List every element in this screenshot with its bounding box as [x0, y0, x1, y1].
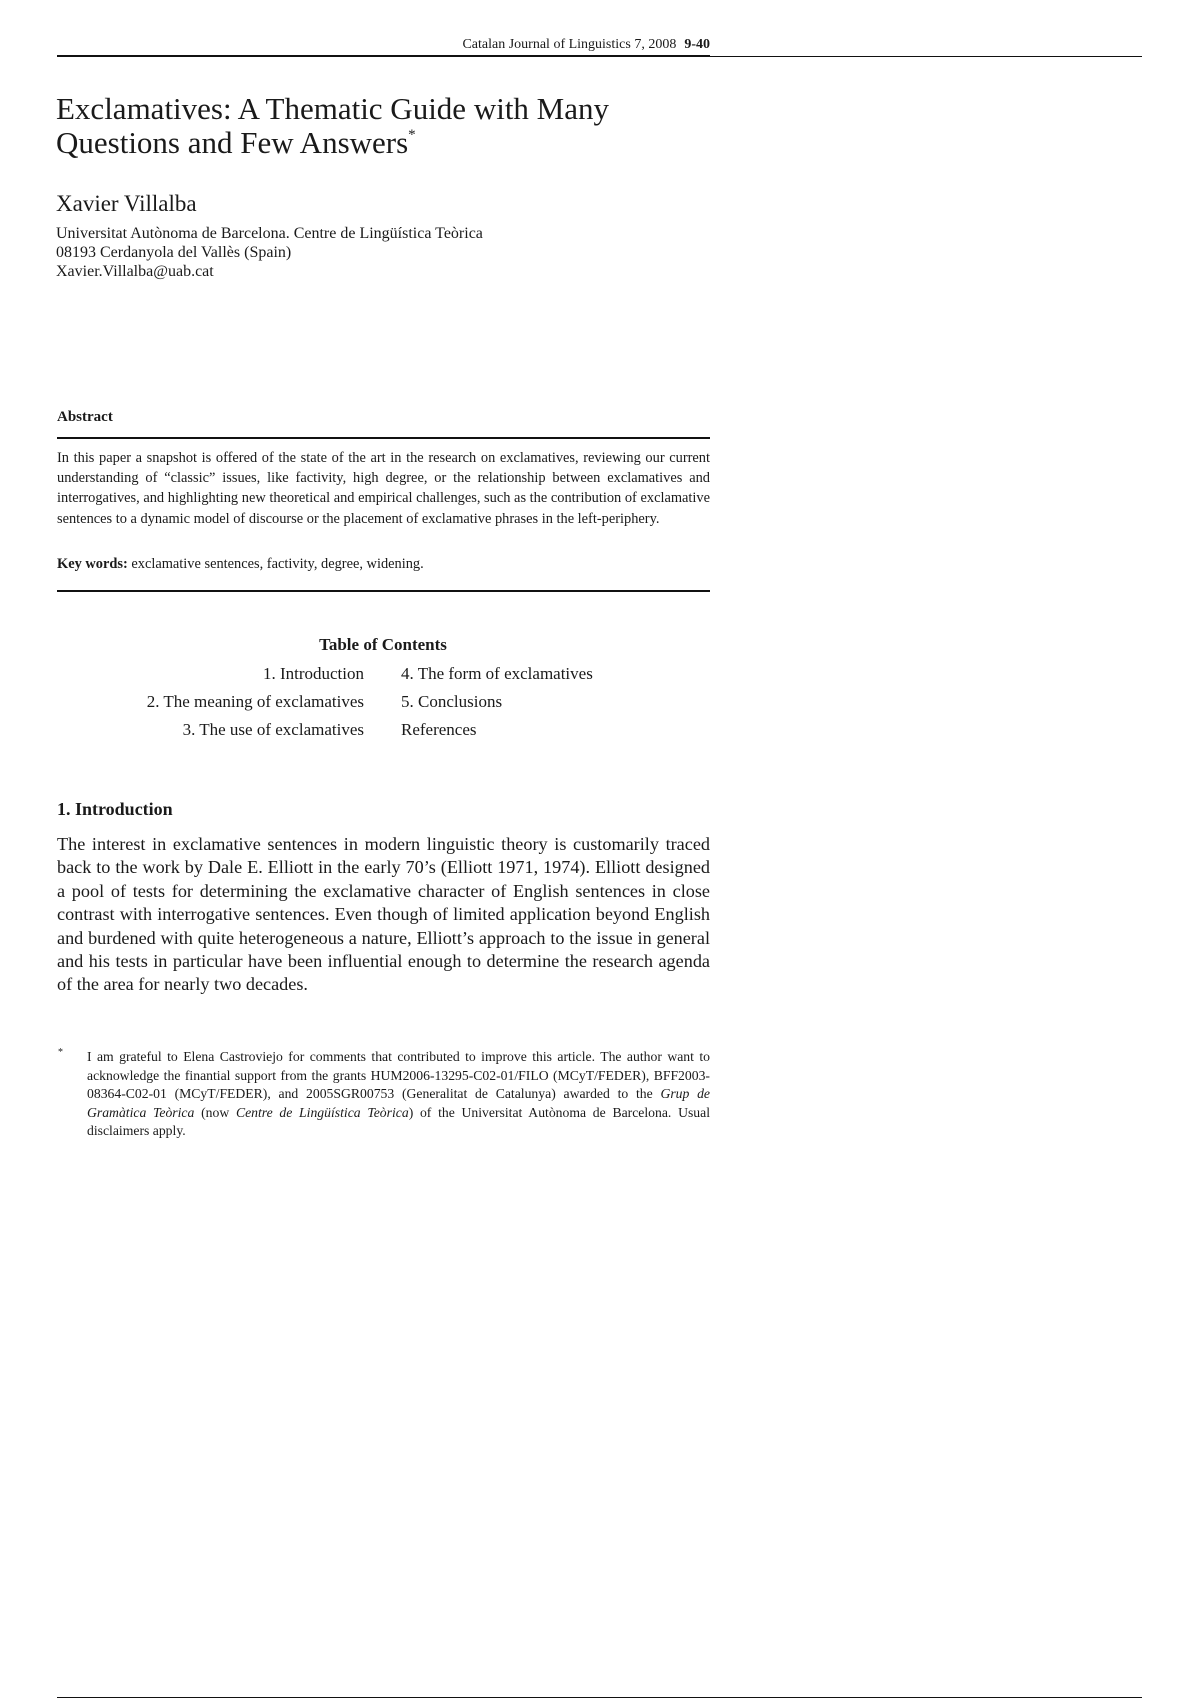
abstract-bottom-rule [57, 590, 710, 592]
author-name: Xavier Villalba [56, 191, 197, 216]
section-heading-introduction: 1. Introduction [57, 799, 173, 819]
running-header [57, 37, 710, 53]
abstract-heading: Abstract [57, 409, 113, 425]
toc-item-meaning[interactable]: 2. The meaning of exclamatives [146, 692, 364, 711]
header-rule-bold [57, 55, 710, 57]
toc-item-introduction[interactable]: 1. Introduction [262, 664, 364, 683]
keywords-list: exclamative sentences, factivity, degree, widening. [131, 556, 424, 572]
abstract-top-rule [57, 437, 710, 439]
keywords-label: Key words: [57, 556, 128, 572]
toc-item-form[interactable]: 4. The form of exclamatives [401, 664, 593, 683]
journal-citation: Catalan Journal of Linguistics 7, 2008 [462, 37, 677, 52]
affiliation: Universitat Autònoma de Barcelona. Centre de Lingüística Teòrica [56, 225, 483, 242]
paper-title [56, 92, 736, 160]
footnote-text-c: ) of the Universitat Autònoma de Barcelona. Usual disclaimers apply. [87, 1104, 710, 1139]
footnote-text [87, 1048, 710, 1141]
toc-item-conclusions[interactable]: 5. Conclusions [401, 692, 503, 711]
toc-heading: Table of Contents [319, 635, 447, 654]
title-line-1: Exclamatives: A Thematic Guide with Many [56, 91, 610, 126]
footer-rule [57, 1697, 1142, 1698]
title-line-2: Questions and Few Answers [56, 125, 409, 160]
introduction-paragraph: The interest in exclamative sentences in modern linguistic theory is customarily traced back to the work by Dale E. Elliott in the early 70’s (Elliott 1971, 1974). Elliott designed a pool of tests for determining the exclamative character of English sentences in close contrast with interrogative sentences. Even though of limited application beyond English and burdened with quite heterogeneous a nature, Elliott’s approach to the issue in general and his tests in particular have been influential enough to determine the research agenda of the area for nearly two decades. [57, 834, 710, 995]
keywords [57, 556, 424, 573]
address: 08193 Cerdanyola del Vallès (Spain) [56, 244, 292, 261]
author-affiliation-block [56, 224, 483, 281]
footnote-italic-grup: Grup de Gramàtica Teòrica [87, 1086, 710, 1120]
toc-item-use[interactable]: 3. The use of exclamatives [182, 720, 364, 739]
toc-item-references[interactable]: References [401, 720, 477, 739]
footnote-text-a: I am grateful to Elena Castroviejo for comments that contributed to improve this article. The author want to acknowledge the finantial support from the grants HUM2006-13295-C02-01/FILO (MCyT/FEDER), BFF2003-08364-C02-01 (MCyT/FEDER), and 2005SGR00753 (Generalitat de Catalunya) awarded to the [87, 1049, 710, 1102]
footnote-mark: * [58, 1047, 63, 1058]
footnote-italic-centre: Centre de Lingüística Teòrica [235, 1104, 409, 1120]
footnote-text-b: (now [194, 1104, 236, 1120]
title-footnote-mark: * [408, 127, 416, 143]
email: Xavier.Villalba@uab.cat [56, 263, 214, 280]
abstract-text: In this paper a snapshot is offered of the state of the art in the research on exclamatives, reviewing our current understanding of “classic” issues, like factivity, high degree, or the relationship between exclamatives and interrogatives, and highlighting new theoretical and empirical challenges, such as the contribution of exclamative sentences to a dynamic model of discourse or the placement of exclamative phrases in the left-periphery. [57, 450, 710, 527]
page-range: 9-40 [684, 37, 710, 52]
